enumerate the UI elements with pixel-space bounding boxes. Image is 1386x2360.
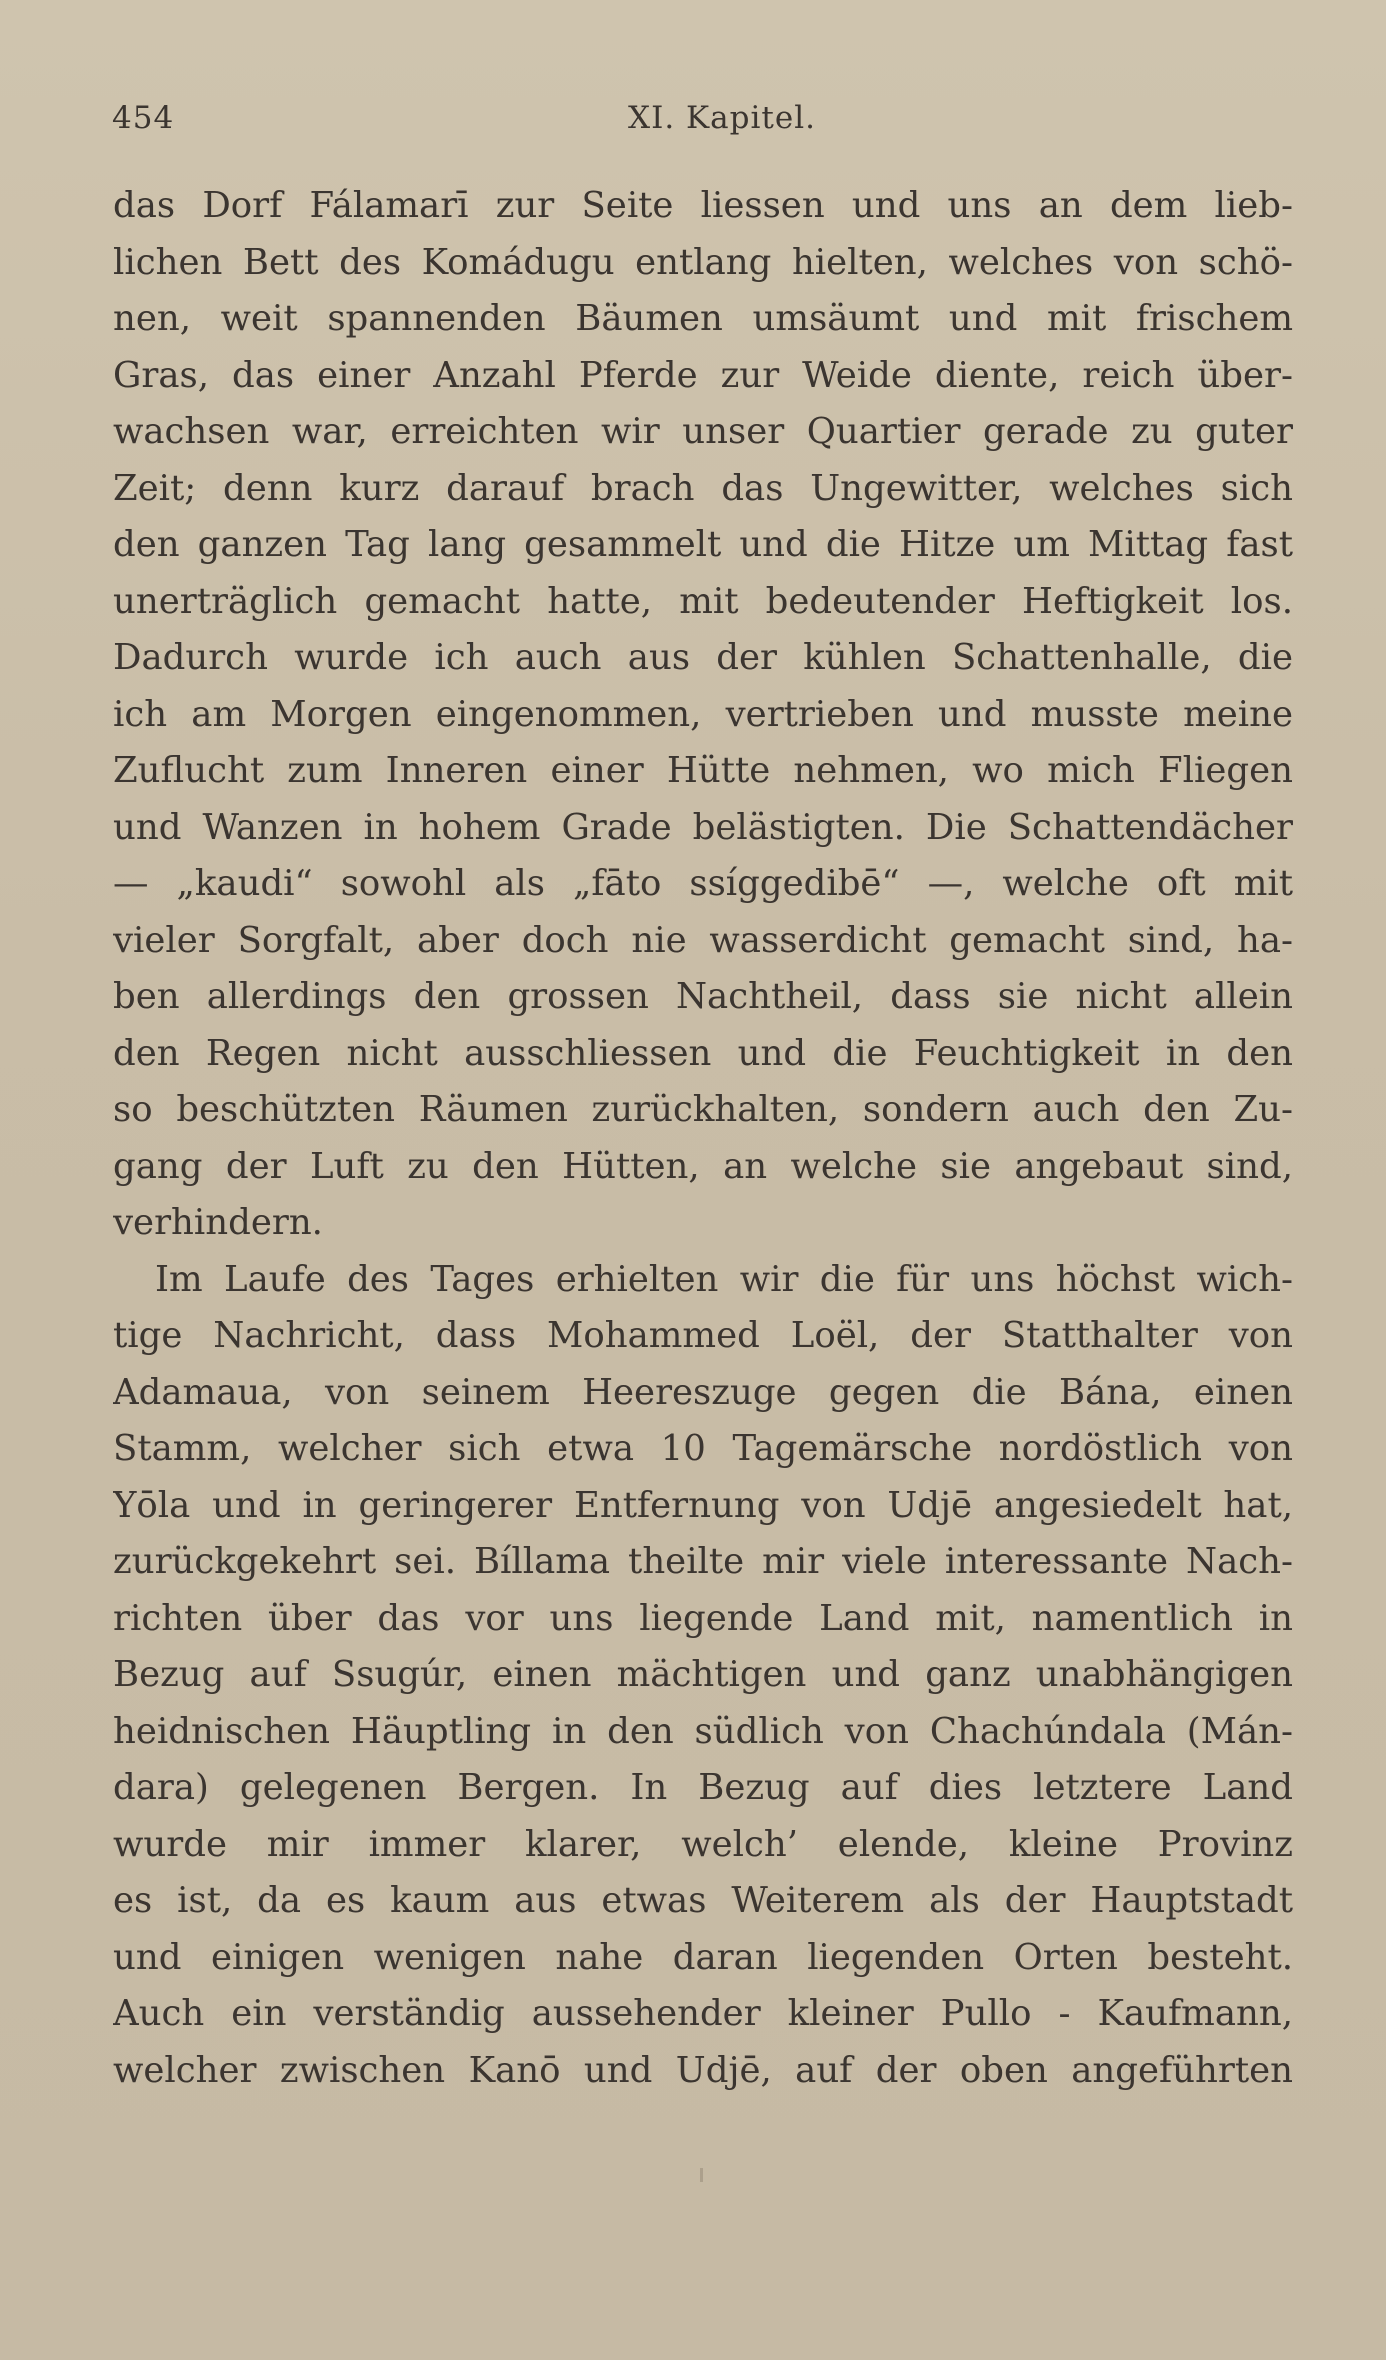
text-line: lichen Bett des Komádugu entlang hielten, welches von schö- — [113, 241, 1293, 283]
body-text — [113, 178, 1293, 2099]
text-line: welcher zwischen Kanō und Udjē, auf der oben angeführten — [113, 2049, 1293, 2091]
text-line: den ganzen Tag lang gesammelt und die Hitze um Mittag fast — [113, 524, 1293, 565]
text-line: und einigen wenigen nahe daran liegenden Orten besteht. — [113, 1936, 1293, 1978]
paragraph-2 — [113, 1252, 1293, 2100]
text-line: tige Nachricht, dass Mohammed Loël, der Statthalter von — [113, 1315, 1293, 1356]
text-line: richten über das vor uns liegende Land mit, namentlich in — [113, 1597, 1293, 1639]
text-line: Auch ein verständig aussehender kleiner Pullo - Kaufmann, — [113, 1993, 1293, 2034]
text-line: dara) gelegenen Bergen. In Bezug auf dies letztere Land — [113, 1767, 1293, 1808]
text-line: Zeit; denn kurz darauf brach das Ungewitter, welches sich — [113, 467, 1293, 509]
text-line: wurde mir immer klarer, welch’ elende, kleine Provinz — [113, 1823, 1293, 1865]
text-line: gang der Luft zu den Hütten, an welche sie angebaut sind, — [113, 1145, 1293, 1187]
page-header — [112, 100, 1292, 150]
text-line: und Wanzen in hohem Grade belästigten. Die Schattendächer — [113, 806, 1293, 848]
text-line: Im Laufe des Tages erhielten wir die für uns höchst wich- — [155, 1258, 1293, 1300]
text-line: Stamm, welcher sich etwa 10 Tagemärsche nordöstlich von — [113, 1428, 1293, 1469]
text-line: ben allerdings den grossen Nachtheil, dass sie nicht allein — [113, 976, 1293, 1017]
paragraph-1 — [113, 178, 1293, 1252]
text-line: das Dorf Fálamarī zur Seite liessen und uns an dem lieb- — [113, 185, 1293, 226]
text-line: vieler Sorgfalt, aber doch nie wasserdicht gemacht sind, ha- — [113, 919, 1293, 961]
page-number: 454 — [112, 100, 175, 136]
text-line: den Regen nicht ausschliessen und die Feuchtigkeit in den — [113, 1032, 1293, 1074]
text-line: es ist, da es kaum aus etwas Weiterem als der Hauptstadt — [113, 1880, 1293, 1921]
text-line: Yōla und in geringerer Entfernung von Udjē angesiedelt hat, — [113, 1484, 1293, 1526]
text-line: unerträglich gemacht hatte, mit bedeutender Heftigkeit los. — [113, 580, 1293, 622]
text-line: Zuflucht zum Inneren einer Hütte nehmen, wo mich Fliegen — [113, 750, 1293, 791]
text-line: heidnischen Häuptling in den südlich von Chachúndala (Mán- — [113, 1710, 1293, 1752]
text-line: so beschützten Räumen zurückhalten, sondern auch den Zu- — [113, 1089, 1293, 1130]
paper-blemish — [700, 2168, 703, 2182]
text-line: Adamaua, von seinem Heereszuge gegen die Bána, einen — [113, 1371, 1293, 1413]
text-line: wachsen war, erreichten wir unser Quartier gerade zu guter — [113, 411, 1293, 452]
text-line: nen, weit spannenden Bäumen umsäumt und mit frischem — [113, 298, 1293, 339]
text-line: Gras, das einer Anzahl Pferde zur Weide diente, reich über- — [113, 354, 1293, 396]
text-line: Dadurch wurde ich auch aus der kühlen Schattenhalle, die — [113, 637, 1293, 678]
text-line: verhindern. — [113, 1202, 323, 1243]
text-line: ich am Morgen eingenommen, vertrieben und musste meine — [113, 693, 1293, 735]
text-line: Bezug auf Ssugúr, einen mächtigen und ganz unabhängigen — [113, 1654, 1293, 1695]
text-line: — „kaudi“ sowohl als „fāto ssíggedibē“ —, welche oft mit — [113, 863, 1293, 904]
running-head: XI. Kapitel. — [628, 100, 816, 136]
text-line: zurückgekehrt sei. Bíllama theilte mir viele interessante Nach- — [113, 1541, 1293, 1582]
